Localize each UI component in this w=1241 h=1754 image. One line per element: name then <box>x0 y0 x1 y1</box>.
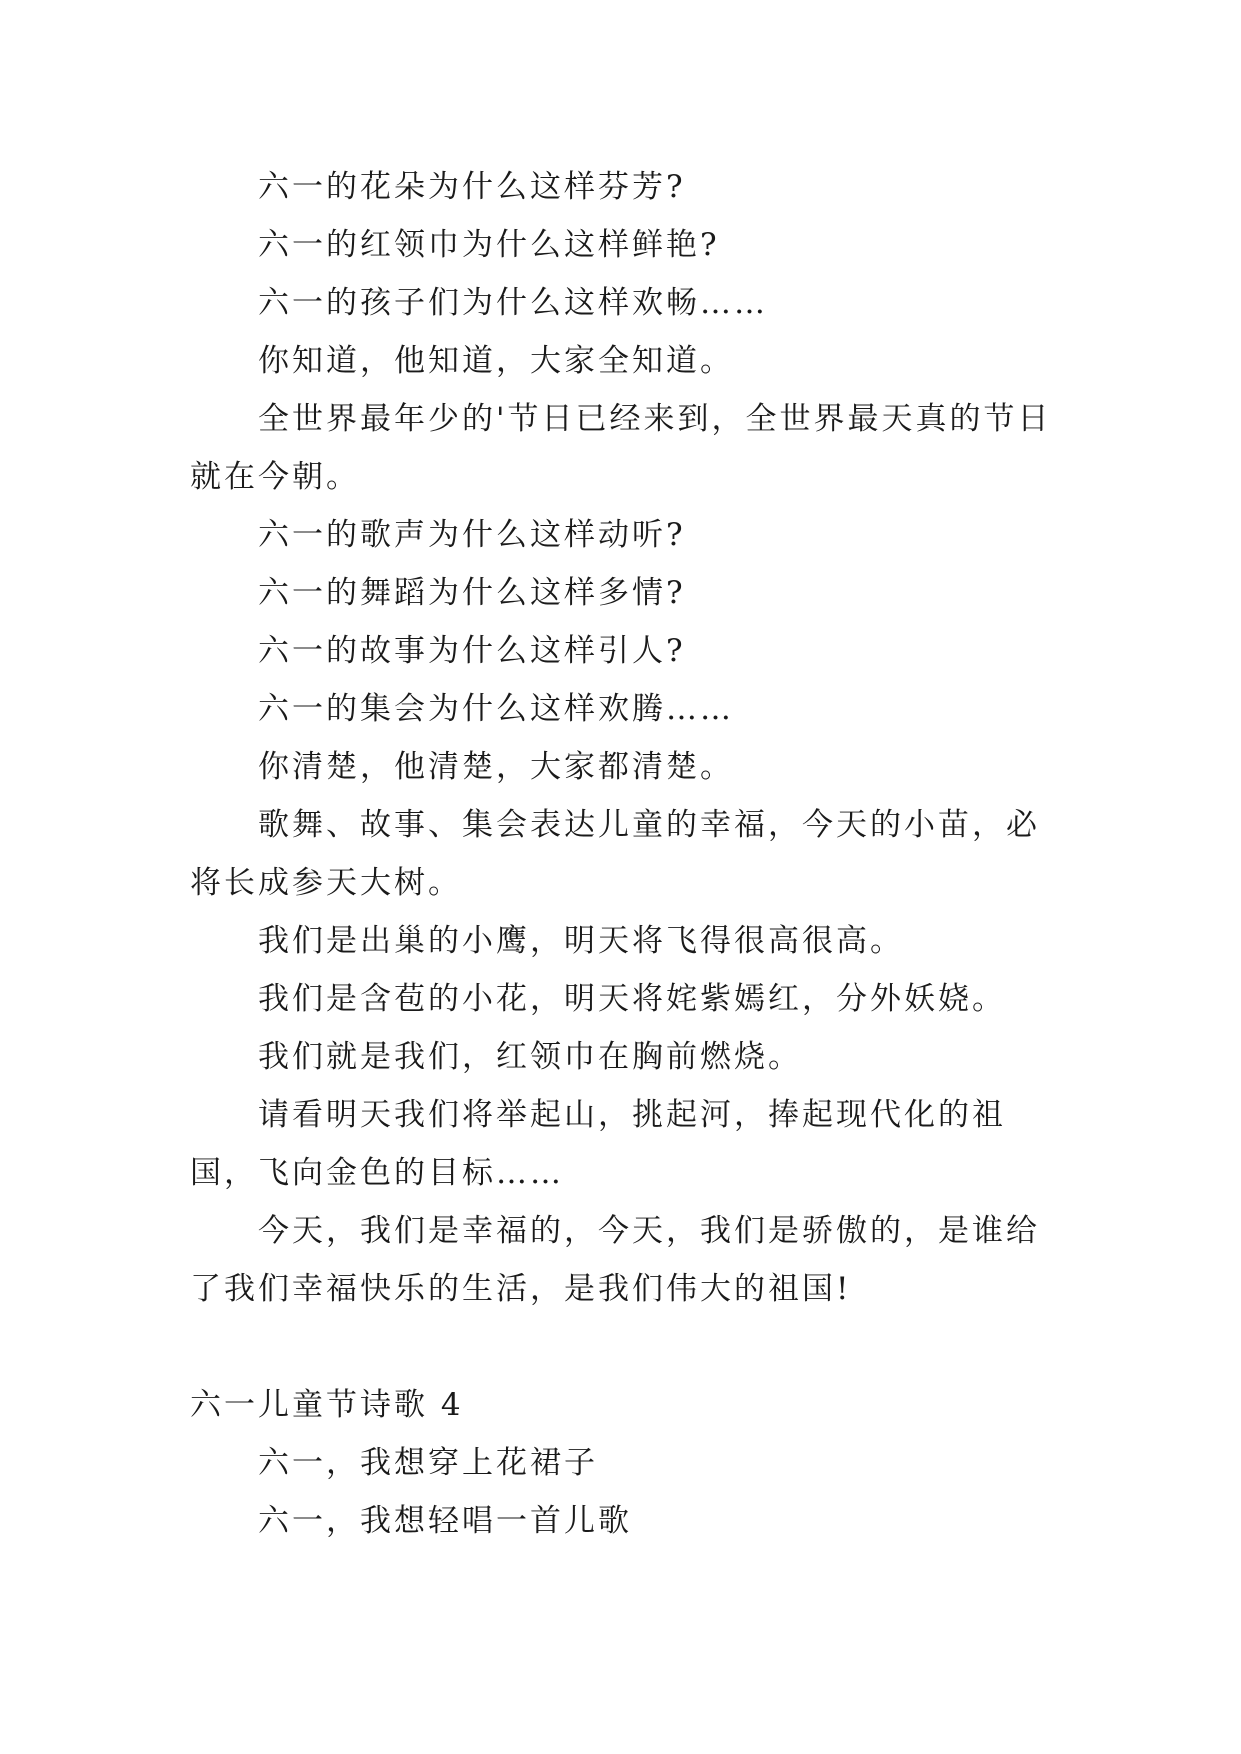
poem-line: 歌舞、故事、集会表达儿童的幸福，今天的小苗，必将长成参天大树。 <box>190 807 1040 901</box>
document-body <box>190 158 1070 1550</box>
poem-line: 六一的孩子们为什么这样欢畅…… <box>258 285 768 321</box>
poem-line: 我们就是我们，红领巾在胸前燃烧。 <box>258 1039 802 1075</box>
poem-line: 我们是含苞的小花，明天将姹紫嫣红，分外妖娆。 <box>258 981 1006 1017</box>
poem-line: 六一，我想轻唱一首儿歌 <box>258 1503 632 1539</box>
poem-line: 六一的花朵为什么这样芬芳? <box>258 169 686 205</box>
poem-line: 请看明天我们将举起山，挑起河，捧起现代化的祖国，飞向金色的目标…… <box>190 1097 1006 1191</box>
poem-line: 我们是出巢的小鹰，明天将飞得很高很高。 <box>258 923 904 959</box>
poem-line: 六一的舞蹈为什么这样多情? <box>258 575 686 611</box>
poem-line: 你清楚，他清楚，大家都清楚。 <box>258 749 734 785</box>
poem-line: 六一的集会为什么这样欢腾…… <box>258 691 734 727</box>
poem-line: 今天，我们是幸福的，今天，我们是骄傲的，是谁给了我们幸福快乐的生活，是我们伟大的祖国! <box>190 1213 1040 1307</box>
section-spacer <box>190 1318 1070 1376</box>
section-heading: 六一儿童节诗歌 4 <box>190 1387 464 1423</box>
poem-line: 六一的红领巾为什么这样鲜艳? <box>258 227 720 263</box>
poem-line: 六一，我想穿上花裙子 <box>258 1445 598 1481</box>
poem-line: 六一的故事为什么这样引人? <box>258 633 686 669</box>
poem-line: 六一的歌声为什么这样动听? <box>258 517 686 553</box>
poem-line: 你知道，他知道，大家全知道。 <box>258 343 734 379</box>
poem-line: 全世界最年少的'节日已经来到，全世界最天真的节日就在今朝。 <box>190 401 1052 495</box>
